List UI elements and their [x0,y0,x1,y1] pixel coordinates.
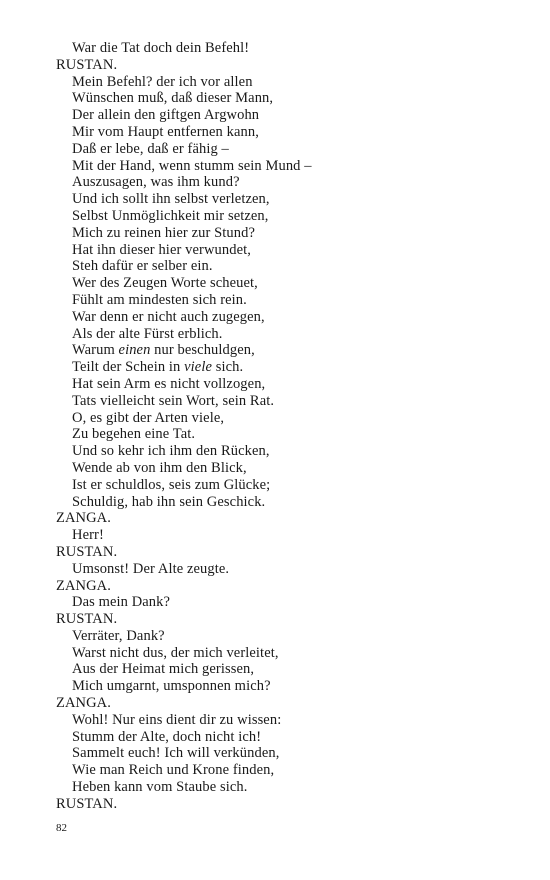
verse-line [56,393,516,410]
verse-line [56,258,516,275]
verse-line [56,527,516,544]
verse-line [56,292,516,309]
line-text: RUSTAN. [56,795,118,812]
verse-line [56,40,516,57]
verse-line [56,561,516,578]
verse-line [56,678,516,695]
verse-line [56,326,516,343]
line-text: Hat ihn dieser hier verwundet, [72,241,251,258]
verse-line [56,191,516,208]
speaker-name [56,57,516,74]
verse-line [56,410,516,427]
verse-line [56,443,516,460]
emphasized-word: viele [184,359,212,376]
line-text: War die Tat doch dein Befehl! [72,40,250,56]
verse-line [56,174,516,191]
line-text: Umsonst! Der Alte zeugte. [72,560,230,577]
speaker-name [56,611,516,628]
speaker-name [56,695,516,712]
verse-line [56,342,516,359]
line-text: ZANGA. [56,695,111,712]
line-text: Und ich sollt ihn selbst verletzen, [72,191,270,208]
verse-line [56,762,516,779]
line-text: Selbst Unmöglichkeit mir setzen, [72,207,269,224]
line-text: Hat sein Arm es nicht vollzogen, [72,375,266,392]
verse-line [56,90,516,107]
verse-line [56,745,516,762]
speaker-name [56,796,516,813]
verse-line [56,645,516,662]
line-text: RUSTAN. [56,56,118,73]
verse-line [56,225,516,242]
verse-line [56,359,516,376]
line-text: Wohl! Nur eins dient dir zu wissen: [72,711,282,728]
line-text: sich. [212,359,244,376]
line-text: Ist er schuldlos, seis zum Glücke; [72,476,271,493]
line-text: Der allein den giftgen Argwohn [72,107,260,124]
verse-line [56,594,516,611]
verse-line [56,426,516,443]
verse-line [56,309,516,326]
line-text: Verräter, Dank? [72,627,165,644]
speaker-name [56,510,516,527]
line-text: Schuldig, hab ihn sein Geschick. [72,493,266,510]
verse-line [56,158,516,175]
play-text [56,40,516,813]
verse-line [56,494,516,511]
verse-line [56,141,516,158]
speaker-name [56,578,516,595]
verse-line [56,376,516,393]
verse-line [56,477,516,494]
line-text: Teilt der Schein in [72,359,185,376]
verse-line [56,712,516,729]
line-text: Warum [72,342,119,359]
line-text: Tats vielleicht sein Wort, sein Rat. [72,392,275,409]
line-text: Wende ab von ihm den Blick, [72,459,247,476]
verse-line [56,242,516,259]
verse-line [56,74,516,91]
verse-line [56,275,516,292]
line-text: Mich umgarnt, umsponnen mich? [72,678,271,695]
line-text: Wer des Zeugen Worte scheuet, [72,275,258,292]
line-text: Mir vom Haupt entfernen kann, [72,123,259,140]
line-text: Wie man Reich und Krone finden, [72,762,275,779]
emphasized-word: einen [118,342,151,359]
verse-line [56,460,516,477]
line-text: ZANGA. [56,577,111,594]
verse-line [56,729,516,746]
line-text: Auszusagen, was ihm kund? [72,174,240,191]
line-text: Zu begehen eine Tat. [72,426,196,443]
verse-line [56,208,516,225]
line-text: Mit der Hand, wenn stumm sein Mund – [72,157,312,174]
line-text: Daß er lebe, daß er fähig – [72,140,229,157]
line-text: War denn er nicht auch zugegen, [72,308,265,325]
verse-line [56,628,516,645]
line-text: ZANGA. [56,510,111,527]
line-text: Aus der Heimat mich gerissen, [72,661,255,678]
line-text: Wünschen muß, daß dieser Mann, [72,90,274,107]
verse-line [56,124,516,141]
line-text: Das mein Dank? [72,594,171,611]
line-text: Heben kann vom Staube sich. [72,779,248,796]
line-text: Sammelt euch! Ich will verkünden, [72,745,280,762]
line-text: Warst nicht dus, der mich verleitet, [72,644,279,661]
page-number: 82 [56,822,67,834]
line-text: RUSTAN. [56,611,118,628]
line-text: RUSTAN. [56,543,118,560]
speaker-name [56,544,516,561]
line-text: Steh dafür er selber ein. [72,258,213,275]
line-text: Stumm der Alte, doch nicht ich! [72,728,262,745]
line-text: Mich zu reinen hier zur Stund? [72,224,255,241]
line-text: Als der alte Fürst erblich. [72,325,223,342]
line-text: Mein Befehl? der ich vor allen [72,73,253,90]
line-text: Fühlt am mindesten sich rein. [72,291,247,308]
verse-line [56,107,516,124]
verse-line [56,661,516,678]
line-text: O, es gibt der Arten viele, [72,409,225,426]
verse-line [56,779,516,796]
line-text: Herr! [72,527,104,544]
line-text: Und so kehr ich ihm den Rücken, [72,443,270,460]
line-text: nur beschuldgen, [150,342,255,359]
